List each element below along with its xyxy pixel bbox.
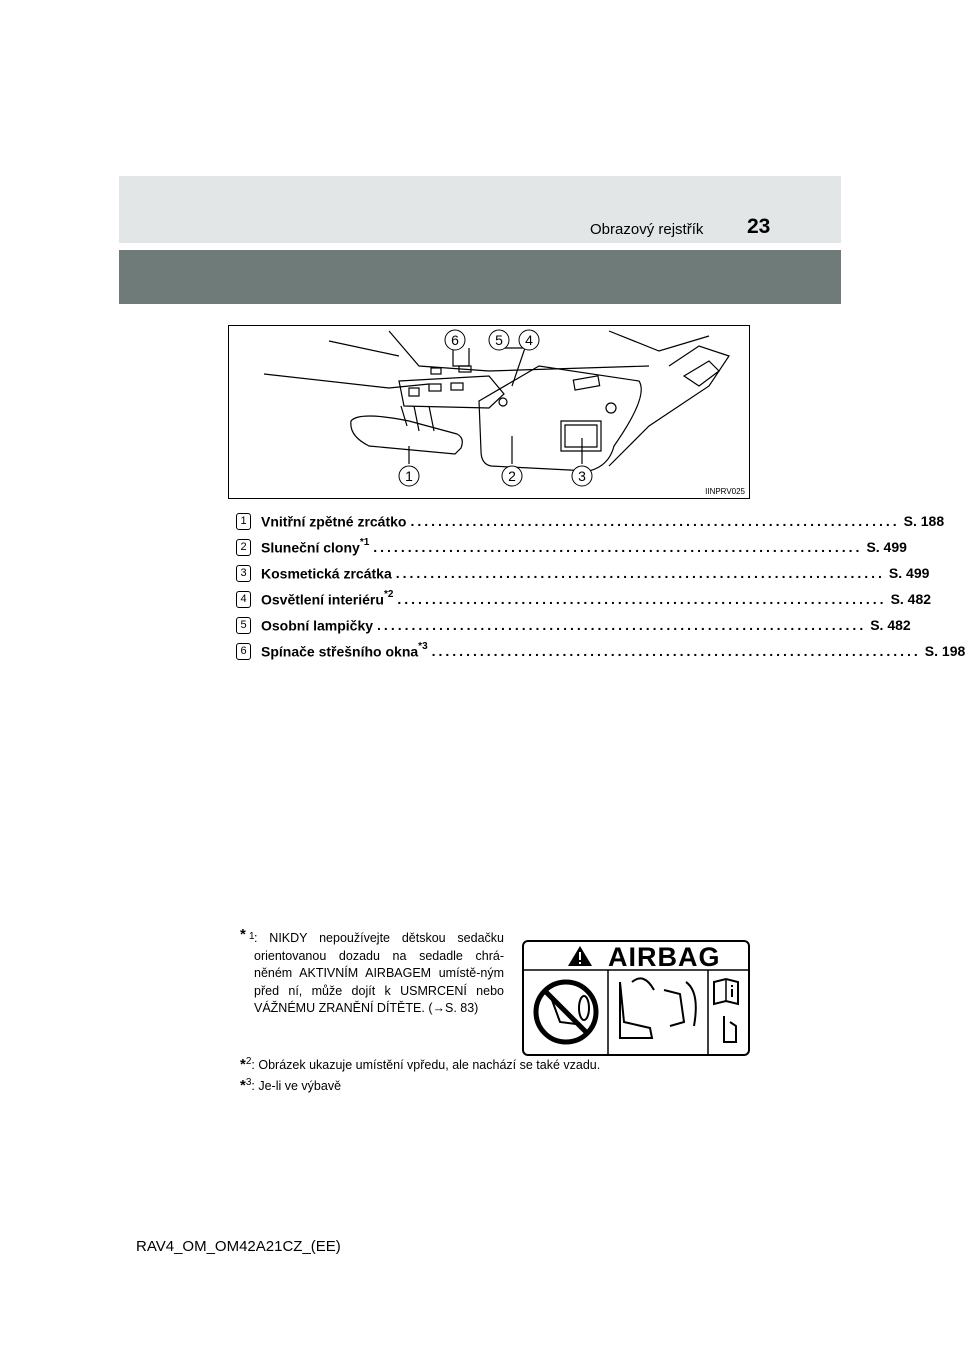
leader-dots: ....................................................................... xyxy=(395,565,885,581)
list-item[interactable] xyxy=(236,638,965,664)
callout-3-label: 3 xyxy=(578,468,586,484)
item-label: Osobní lampičky xyxy=(261,617,374,634)
header-bar xyxy=(119,176,841,243)
item-number: 6 xyxy=(236,643,251,660)
leader-dots: ....................................................................... xyxy=(373,539,863,555)
list-item[interactable] xyxy=(236,560,930,586)
footer-code: RAV4_OM_OM42A21CZ_(EE) xyxy=(136,1238,341,1255)
leader-dots: ....................................................................... xyxy=(397,591,887,607)
footnote-mark: 2 xyxy=(245,1056,252,1067)
callout-1-label: 1 xyxy=(405,468,413,484)
leader-dots: ....................................................................... xyxy=(410,513,900,529)
header-band xyxy=(119,250,841,304)
figure-code: IINPRV025 xyxy=(705,487,745,496)
section-title: Obrazový rejstřík xyxy=(590,221,704,238)
page-number: 23 xyxy=(747,215,771,238)
item-number: 4 xyxy=(236,591,251,608)
item-page-ref[interactable]: S. 499 xyxy=(866,539,907,555)
callout-5-label: 5 xyxy=(495,332,503,348)
interior-drawing xyxy=(229,326,749,498)
footnote-star: * xyxy=(240,1056,246,1074)
item-label: Sluneční clony$^{*1}$ xyxy=(261,536,370,556)
item-number: 2 xyxy=(236,539,251,556)
interior-illustration xyxy=(228,325,750,499)
callout-6-label: 6 xyxy=(451,332,459,348)
list-item[interactable] xyxy=(236,612,911,638)
item-number: 1 xyxy=(236,513,251,530)
footnote-2 xyxy=(240,1056,600,1073)
item-page-ref[interactable]: S. 482 xyxy=(870,617,911,633)
item-page-ref[interactable]: S. 482 xyxy=(890,591,932,607)
item-label: Vnitřní zpětné zrcátko xyxy=(261,513,407,530)
footnote-mark: 3 xyxy=(245,1077,252,1088)
item-label: Osvětlení interiéru$^{*2}$ xyxy=(261,588,394,608)
footnote-star: * xyxy=(240,1077,246,1095)
item-number: 3 xyxy=(236,565,251,582)
item-label: Kosmetická zrcátka xyxy=(261,565,392,582)
footnote-star: * xyxy=(240,926,246,943)
airbag-title: AIRBAG xyxy=(608,942,721,972)
airbag-warning-label xyxy=(522,940,750,1056)
footnote-text: : Je-li ve výbavě xyxy=(251,1079,342,1094)
list-item[interactable] xyxy=(236,586,932,612)
item-page-ref[interactable]: S. 188 xyxy=(903,513,945,529)
footnote-text: : Obrázek ukazuje umístění vpředu, ale nachází se také vzadu. xyxy=(251,1058,601,1073)
footnote-text: : NIKDY nepoužívejte dětskou sedačku orientovanou dozadu na sedadle chrá-něném AKTIVNÍM AIRBAGEM umístě-ným před ní, může dojít k USMRCENÍ nebo VÁŽNÉMU ZRANĚNÍ DÍTĚTE. (→S. 83) xyxy=(254,931,504,1015)
list-item[interactable] xyxy=(236,508,945,534)
footnote-3 xyxy=(240,1077,341,1094)
item-page-ref[interactable]: S. 198 xyxy=(924,643,965,659)
footnote-mark: 1 xyxy=(249,931,255,942)
leader-dots: ....................................................................... xyxy=(431,643,921,659)
item-label: Spínače střešního okna$^{*3}$ xyxy=(261,640,428,660)
list-item[interactable] xyxy=(236,534,907,560)
item-list xyxy=(236,508,965,664)
callout-4-label: 4 xyxy=(525,332,533,348)
callout-2-label: 2 xyxy=(508,468,516,484)
item-page-ref[interactable]: S. 499 xyxy=(888,565,930,581)
item-number: 5 xyxy=(236,617,251,634)
footnote-1 xyxy=(240,926,504,1018)
leader-dots: ....................................................................... xyxy=(377,617,867,633)
